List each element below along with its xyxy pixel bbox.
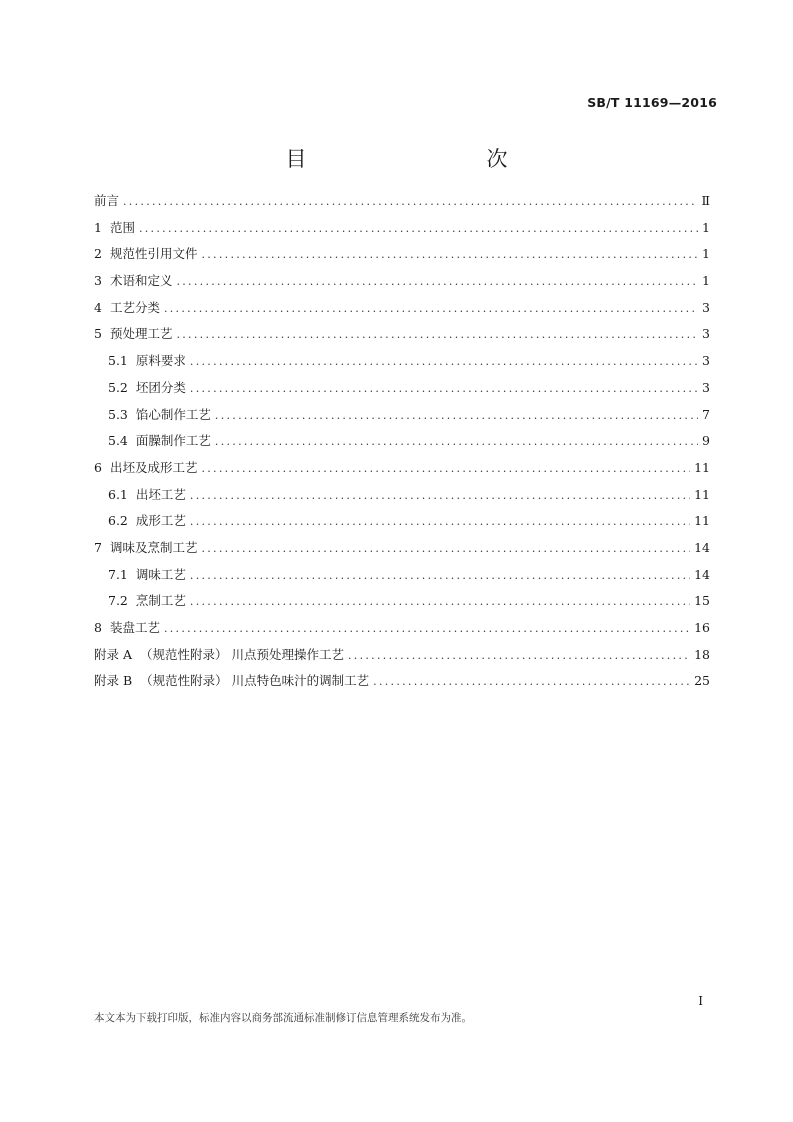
toc-entry-number: 5.3 (108, 406, 128, 422)
footer-note: 本文本为下载打印版，标准内容以商务部流通标准制修订信息管理系统发布为准。 (94, 1012, 472, 1024)
toc-entry-label: 工艺分类 (109, 299, 160, 315)
toc-entry-number: 2 (94, 246, 102, 262)
toc-entry-label: 馅心制作工艺 (135, 406, 211, 422)
toc-entry[interactable] (94, 482, 710, 509)
toc-entry-number: 附录 B (94, 673, 133, 689)
toc-dot-leader (164, 296, 698, 323)
toc-entry-label: 出坯工艺 (135, 486, 186, 502)
toc-entry[interactable] (94, 215, 710, 242)
toc-dot-leader (215, 429, 698, 456)
toc-entry-number: 5.4 (108, 433, 128, 449)
toc-entry-number: 5.2 (108, 379, 128, 395)
toc-dot-leader (201, 242, 698, 269)
toc-entry-number: 7.1 (108, 566, 128, 582)
toc-entry-page: 11 (694, 459, 710, 475)
toc-entry-page: 1 (702, 246, 710, 262)
toc-dot-leader (201, 536, 690, 563)
toc-dot-leader (190, 376, 698, 403)
toc-entry[interactable] (94, 241, 710, 268)
toc-entry[interactable] (94, 188, 710, 215)
toc-entry-label: 调味及烹制工艺 (109, 539, 198, 555)
toc-entry-page: 11 (694, 513, 710, 529)
toc-entry-label: 烹制工艺 (135, 593, 186, 609)
toc-entry[interactable] (94, 615, 710, 642)
toc-entry-page: 3 (702, 379, 710, 395)
toc-entry-label: （规范性附录） 川点特色味汁的调制工艺 (140, 673, 370, 689)
toc-entry-page: 3 (702, 326, 710, 342)
toc-entry-number: 1 (94, 219, 102, 235)
toc-entry-number: 7.2 (108, 593, 128, 609)
toc-entry-page: 25 (694, 673, 710, 689)
toc-entry[interactable] (94, 588, 710, 615)
toc-entry[interactable] (94, 268, 710, 295)
toc-entry[interactable] (94, 562, 710, 589)
toc-entry-label: 原料要求 (135, 353, 186, 369)
toc-entry[interactable] (94, 375, 710, 402)
toc-entry[interactable] (94, 321, 710, 348)
toc-entry-page: 11 (694, 486, 710, 502)
toc-entry[interactable] (94, 668, 710, 695)
toc-dot-leader (190, 349, 698, 376)
toc-entry[interactable] (94, 402, 710, 429)
toc-entry-label: 调味工艺 (135, 566, 186, 582)
toc-entry-number: 6 (94, 459, 102, 475)
toc-entry-number: 5 (94, 326, 102, 342)
toc-entry-label: 术语和定义 (109, 273, 173, 289)
toc-entry-page: 7 (702, 406, 710, 422)
toc-entry-label: 范围 (109, 219, 135, 235)
toc-dot-leader (190, 483, 690, 510)
toc-entry-page: 16 (694, 620, 710, 635)
toc-entry-page: 3 (702, 299, 710, 315)
toc-entry-page: 14 (694, 539, 710, 555)
toc-dot-leader (215, 403, 698, 430)
toc-entry-label: （规范性附录） 川点预处理操作工艺 (140, 646, 344, 662)
toc-entry-label: 前言 (94, 193, 120, 208)
toc-dot-leader (176, 322, 698, 349)
toc-dot-leader (190, 563, 690, 590)
toc-entry-number: 7 (94, 539, 102, 555)
table-of-contents (94, 188, 710, 695)
toc-entry-label: 出坯及成形工艺 (109, 459, 198, 475)
standard-code: SB/T 11169—2016 (587, 95, 717, 110)
page-title: 目 次 (285, 147, 554, 171)
toc-entry-label: 成形工艺 (135, 513, 186, 529)
toc-entry[interactable] (94, 348, 710, 375)
toc-dot-leader (201, 456, 690, 483)
toc-dot-leader (139, 216, 698, 243)
toc-entry-page: 3 (702, 353, 710, 369)
toc-entry-page: 18 (694, 646, 710, 662)
toc-entry[interactable] (94, 535, 710, 562)
toc-entry-label: 规范性引用文件 (109, 246, 198, 262)
toc-entry-number: 8 (94, 620, 102, 635)
toc-entry-page: 9 (702, 433, 710, 449)
toc-entry-number: 6.1 (108, 486, 128, 502)
toc-entry-number: 4 (94, 299, 102, 315)
toc-entry[interactable] (94, 455, 710, 482)
toc-entry-number: 6.2 (108, 513, 128, 529)
toc-entry-label: 坯团分类 (135, 379, 186, 395)
toc-entry-page: 1 (702, 273, 710, 289)
toc-dot-leader (123, 189, 697, 216)
toc-entry-label: 装盘工艺 (109, 620, 160, 635)
toc-entry-label: 预处理工艺 (109, 326, 173, 342)
toc-entry-label: 面臊制作工艺 (135, 433, 211, 449)
toc-entry-number: 5.1 (108, 353, 128, 369)
toc-entry-page: Ⅱ (701, 193, 710, 208)
toc-entry-number: 附录 A (94, 646, 133, 662)
toc-entry-number: 3 (94, 273, 102, 289)
toc-dot-leader (190, 509, 690, 536)
toc-dot-leader (164, 616, 690, 643)
toc-dot-leader (190, 589, 690, 616)
toc-entry-page: 15 (694, 593, 710, 609)
toc-dot-leader (348, 643, 690, 670)
toc-entry[interactable] (94, 508, 710, 535)
toc-entry-page: 1 (702, 219, 710, 235)
toc-entry[interactable] (94, 642, 710, 669)
toc-entry-page: 14 (694, 566, 710, 582)
page-number: I (698, 994, 703, 1008)
toc-dot-leader (373, 669, 690, 696)
toc-dot-leader (176, 269, 698, 296)
toc-entry[interactable] (94, 428, 710, 455)
toc-entry[interactable] (94, 295, 710, 322)
